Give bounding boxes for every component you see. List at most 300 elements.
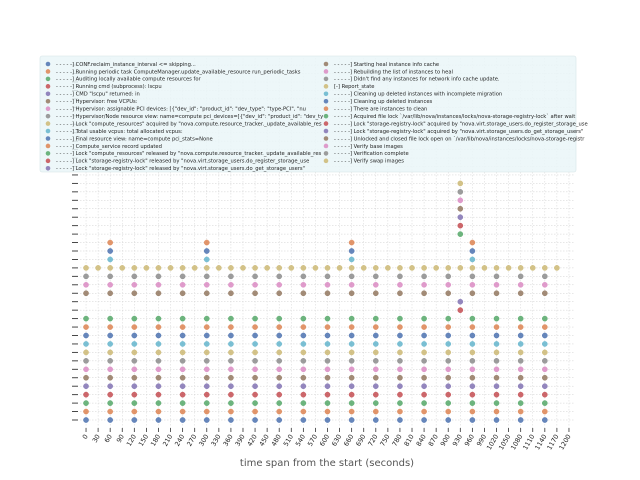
data-point xyxy=(132,265,137,270)
data-point xyxy=(301,375,306,380)
data-point xyxy=(108,384,113,389)
x-tick-label: 30 xyxy=(90,433,102,445)
data-point xyxy=(301,341,306,346)
data-point xyxy=(494,409,499,414)
data-point xyxy=(494,367,499,372)
data-point xyxy=(470,401,475,406)
data-point xyxy=(542,350,547,355)
data-point xyxy=(83,333,88,338)
x-tick-label: 240 xyxy=(173,433,187,448)
data-point xyxy=(470,324,475,329)
data-point xyxy=(446,291,451,296)
data-point xyxy=(180,409,185,414)
x-tick-label: 0 xyxy=(80,433,90,441)
data-point xyxy=(132,409,137,414)
x-tick-label: 660 xyxy=(342,433,356,448)
data-point xyxy=(494,324,499,329)
data-point xyxy=(228,358,233,363)
data-point xyxy=(180,316,185,321)
data-point xyxy=(349,316,354,321)
data-point xyxy=(518,316,523,321)
data-point xyxy=(325,282,330,287)
data-point xyxy=(397,282,402,287)
data-point xyxy=(349,324,354,329)
data-point xyxy=(373,316,378,321)
data-point xyxy=(204,367,209,372)
data-point xyxy=(325,384,330,389)
data-point xyxy=(277,291,282,296)
data-point xyxy=(373,341,378,346)
legend-marker xyxy=(46,84,51,89)
x-tick-label: 1110 xyxy=(521,433,537,452)
data-point xyxy=(204,341,209,346)
data-point xyxy=(325,291,330,296)
data-point xyxy=(277,358,282,363)
data-point xyxy=(144,265,149,270)
data-point xyxy=(349,384,354,389)
x-tick-label: 300 xyxy=(197,433,211,448)
data-point xyxy=(252,417,257,422)
data-point xyxy=(252,282,257,287)
data-point xyxy=(446,265,451,270)
data-point xyxy=(204,257,209,262)
data-point xyxy=(349,265,354,270)
data-point xyxy=(421,341,426,346)
data-point xyxy=(108,265,113,270)
data-point xyxy=(470,392,475,397)
data-point xyxy=(349,417,354,422)
data-point xyxy=(446,324,451,329)
data-point xyxy=(446,367,451,372)
data-point xyxy=(192,265,197,270)
data-point xyxy=(228,350,233,355)
data-point xyxy=(325,316,330,321)
data-point xyxy=(204,282,209,287)
x-tick-label: 750 xyxy=(378,433,392,448)
data-point xyxy=(108,248,113,253)
data-point xyxy=(421,274,426,279)
x-tick-label: 510 xyxy=(281,433,296,448)
data-point xyxy=(180,375,185,380)
legend-entry-label: - - - - -] Lock "storage-registry-lock" acquired by "nova.virt.storage_users.do_get_storage_users" xyxy=(334,128,584,135)
x-tick-label: 990 xyxy=(475,433,489,448)
data-point xyxy=(228,409,233,414)
data-point xyxy=(277,316,282,321)
legend-entry-label: - - - - -] Lock "compute_resources" acquired by "nova.compute.resource_tracker._update_available_res xyxy=(56,121,322,128)
data-point xyxy=(325,324,330,329)
data-point xyxy=(83,417,88,422)
data-point xyxy=(518,291,523,296)
data-point xyxy=(204,291,209,296)
data-point xyxy=(494,333,499,338)
data-point xyxy=(277,341,282,346)
legend-marker xyxy=(324,77,329,82)
data-point xyxy=(108,358,113,363)
x-tick-label: 120 xyxy=(124,433,139,448)
data-point xyxy=(277,274,282,279)
x-tick-label: 180 xyxy=(149,433,163,448)
data-point xyxy=(156,392,161,397)
data-point xyxy=(542,274,547,279)
data-point xyxy=(373,333,378,338)
legend-marker xyxy=(46,121,51,126)
x-tick-label: 630 xyxy=(330,433,344,448)
data-point xyxy=(470,257,475,262)
data-point xyxy=(458,189,463,194)
data-point xyxy=(108,324,113,329)
data-point xyxy=(132,316,137,321)
data-point xyxy=(204,248,209,253)
legend-entry-label: - - - - -] Rebuilding the list of instances to heal xyxy=(334,69,453,76)
data-point xyxy=(470,274,475,279)
data-point xyxy=(156,358,161,363)
data-point xyxy=(518,417,523,422)
x-tick-label: 1200 xyxy=(557,433,573,452)
data-point xyxy=(132,384,137,389)
data-point xyxy=(373,358,378,363)
data-point xyxy=(397,384,402,389)
legend-marker xyxy=(324,136,329,141)
data-point xyxy=(470,240,475,245)
data-point xyxy=(228,375,233,380)
data-point xyxy=(349,341,354,346)
x-tick-label: 210 xyxy=(161,433,175,448)
data-point xyxy=(458,198,463,203)
data-point xyxy=(542,265,547,270)
data-point xyxy=(421,282,426,287)
data-point xyxy=(470,409,475,414)
data-point xyxy=(349,333,354,338)
data-point xyxy=(518,392,523,397)
data-point xyxy=(301,291,306,296)
data-point xyxy=(83,409,88,414)
data-point xyxy=(252,341,257,346)
data-point xyxy=(458,308,463,313)
data-point xyxy=(421,417,426,422)
data-point xyxy=(542,341,547,346)
data-point xyxy=(228,384,233,389)
data-point xyxy=(204,375,209,380)
data-point xyxy=(518,324,523,329)
x-tick-label: 600 xyxy=(318,433,332,448)
data-point xyxy=(83,341,88,346)
data-point xyxy=(542,417,547,422)
data-point xyxy=(168,265,173,270)
legend-marker xyxy=(46,62,51,67)
data-point xyxy=(409,265,414,270)
data-point xyxy=(180,367,185,372)
legend-entry-label: - - - - -] Starting heal instance info cache xyxy=(334,61,440,68)
legend-entry-label: [-] Report_state xyxy=(334,84,375,91)
data-point xyxy=(542,358,547,363)
legend-marker xyxy=(46,136,51,141)
data-point xyxy=(156,417,161,422)
data-point xyxy=(518,401,523,406)
data-point xyxy=(470,316,475,321)
data-point xyxy=(349,358,354,363)
legend-marker xyxy=(324,121,329,126)
data-point xyxy=(494,316,499,321)
x-tick-label: 570 xyxy=(306,433,320,448)
data-point xyxy=(325,333,330,338)
data-point xyxy=(542,324,547,329)
data-point xyxy=(228,401,233,406)
data-point xyxy=(132,324,137,329)
data-point xyxy=(265,265,270,270)
data-point xyxy=(204,384,209,389)
data-point xyxy=(83,316,88,321)
data-point xyxy=(108,409,113,414)
data-point xyxy=(470,417,475,422)
data-point xyxy=(349,367,354,372)
legend-marker xyxy=(324,62,329,67)
data-point xyxy=(156,409,161,414)
data-point xyxy=(542,333,547,338)
data-point xyxy=(373,384,378,389)
data-point xyxy=(204,274,209,279)
data-point xyxy=(349,248,354,253)
data-point xyxy=(108,375,113,380)
data-point xyxy=(325,401,330,406)
data-point xyxy=(470,367,475,372)
data-point xyxy=(421,375,426,380)
data-point xyxy=(108,257,113,262)
data-point xyxy=(96,265,101,270)
x-tick-label: 690 xyxy=(354,433,368,448)
data-point xyxy=(108,417,113,422)
data-point xyxy=(252,350,257,355)
data-point xyxy=(180,417,185,422)
data-point xyxy=(421,350,426,355)
data-point xyxy=(277,392,282,397)
data-point xyxy=(301,384,306,389)
x-axis-title: time span from the start (seconds) xyxy=(239,458,415,469)
data-point xyxy=(228,316,233,321)
x-tick-label: 870 xyxy=(426,433,440,448)
data-point xyxy=(518,375,523,380)
data-point xyxy=(180,274,185,279)
data-point xyxy=(228,282,233,287)
data-point xyxy=(277,265,282,270)
data-point xyxy=(277,375,282,380)
data-point xyxy=(252,384,257,389)
data-point xyxy=(180,392,185,397)
data-point xyxy=(385,265,390,270)
data-point xyxy=(204,316,209,321)
data-point xyxy=(506,265,511,270)
data-point xyxy=(373,392,378,397)
data-point xyxy=(228,324,233,329)
legend-entry-label: - - - - -] Verify swap images xyxy=(334,158,404,165)
data-point xyxy=(301,392,306,397)
data-point xyxy=(349,409,354,414)
data-point xyxy=(518,341,523,346)
legend-marker xyxy=(46,129,51,134)
legend-marker xyxy=(324,129,329,134)
legend-marker xyxy=(46,92,51,97)
data-point xyxy=(83,358,88,363)
data-point xyxy=(373,265,378,270)
data-point xyxy=(446,417,451,422)
data-point xyxy=(108,341,113,346)
x-tick-label: 150 xyxy=(136,433,151,448)
data-point xyxy=(446,392,451,397)
data-point xyxy=(494,341,499,346)
data-point xyxy=(277,384,282,389)
data-point xyxy=(252,392,257,397)
data-point xyxy=(228,392,233,397)
data-point xyxy=(277,401,282,406)
legend-marker xyxy=(46,114,51,119)
data-point xyxy=(446,341,451,346)
data-point xyxy=(83,282,88,287)
data-point xyxy=(325,341,330,346)
data-point xyxy=(470,350,475,355)
data-point xyxy=(446,409,451,414)
data-point xyxy=(373,324,378,329)
data-point xyxy=(252,291,257,296)
data-point xyxy=(518,282,523,287)
data-point xyxy=(373,274,378,279)
data-point xyxy=(494,350,499,355)
x-tick-label: 90 xyxy=(114,433,126,445)
data-point xyxy=(277,333,282,338)
data-point xyxy=(494,401,499,406)
legend-marker xyxy=(324,69,329,74)
data-point xyxy=(470,384,475,389)
data-point xyxy=(204,417,209,422)
legend-entry-label: - - - - -] Lock "storage-registry-lock" released by "nova.virt.storage_users.do_get_storage_users" xyxy=(56,166,306,173)
data-point xyxy=(434,265,439,270)
data-point xyxy=(132,367,137,372)
data-point xyxy=(120,265,125,270)
data-point xyxy=(397,316,402,321)
data-point xyxy=(132,291,137,296)
data-point xyxy=(518,274,523,279)
data-point xyxy=(518,384,523,389)
data-point xyxy=(470,341,475,346)
legend-entry-label: - - - - -] Acquired file lock `/var/lib/nova/instances/locks/nova-storage-registry-lock` after wait xyxy=(334,113,576,120)
x-tick-label: 720 xyxy=(366,433,380,448)
data-point xyxy=(494,291,499,296)
data-point xyxy=(83,401,88,406)
data-point xyxy=(470,291,475,296)
data-point xyxy=(421,358,426,363)
data-point xyxy=(542,367,547,372)
data-point xyxy=(325,358,330,363)
data-point xyxy=(373,367,378,372)
data-point xyxy=(470,333,475,338)
x-tick-label: 450 xyxy=(257,433,271,448)
data-point xyxy=(494,384,499,389)
data-point xyxy=(494,417,499,422)
data-point xyxy=(518,333,523,338)
data-point xyxy=(421,409,426,414)
data-point xyxy=(277,409,282,414)
data-point xyxy=(180,333,185,338)
data-point xyxy=(83,375,88,380)
data-point xyxy=(204,401,209,406)
data-point xyxy=(458,215,463,220)
data-point xyxy=(470,375,475,380)
data-point xyxy=(542,282,547,287)
data-point xyxy=(180,282,185,287)
data-point xyxy=(180,265,185,270)
legend-marker xyxy=(324,151,329,156)
data-point xyxy=(156,324,161,329)
data-point xyxy=(397,265,402,270)
data-point xyxy=(83,324,88,329)
data-point xyxy=(108,274,113,279)
data-point xyxy=(156,384,161,389)
data-point xyxy=(397,333,402,338)
legend-entry-label: - - - - -] Hypervisor: assignable PCI devices: [{"dev_id": "product_id": "dev_type": "type-PCI", "nu xyxy=(56,106,306,113)
data-point xyxy=(349,375,354,380)
data-point xyxy=(325,417,330,422)
data-point xyxy=(482,265,487,270)
data-point xyxy=(156,341,161,346)
data-point xyxy=(132,341,137,346)
data-point xyxy=(542,316,547,321)
data-point xyxy=(397,350,402,355)
legend-entry-label: - - - - -] Lock "storage-registry-lock" acquired by "nova.virt.storage_users.do_register_storage_use xyxy=(334,121,588,128)
data-point xyxy=(204,409,209,414)
data-point xyxy=(132,333,137,338)
data-point xyxy=(518,265,523,270)
legend-entry-label: - - - - -] Didn't find any instances for network info cache update. xyxy=(334,76,500,83)
data-point xyxy=(397,417,402,422)
data-point xyxy=(252,367,257,372)
x-tick-label: 420 xyxy=(245,433,259,448)
legend-entry-label: - - - - -] Lock "storage-registry-lock" released by "nova.virt.storage_users.do_register_storage_use xyxy=(56,158,310,165)
legend-entry-label: - - - - -] Lock "compute_resources" released by "nova.compute.resource_tracker._update_available_res xyxy=(56,151,322,158)
data-point xyxy=(301,401,306,406)
data-point xyxy=(446,358,451,363)
data-point xyxy=(228,367,233,372)
data-point xyxy=(361,265,366,270)
data-point xyxy=(252,333,257,338)
data-point xyxy=(108,316,113,321)
data-point xyxy=(373,375,378,380)
data-point xyxy=(180,341,185,346)
data-point xyxy=(228,333,233,338)
legend xyxy=(40,56,588,172)
x-tick-label: 780 xyxy=(390,433,404,448)
data-point xyxy=(313,265,318,270)
legend-entry-label: - - - - -] Auditing locally available compute resources for xyxy=(56,76,201,83)
data-point xyxy=(542,384,547,389)
data-point xyxy=(108,333,113,338)
data-point xyxy=(240,265,245,270)
legend-marker xyxy=(46,144,51,149)
data-point xyxy=(180,324,185,329)
data-point xyxy=(204,358,209,363)
data-point xyxy=(421,291,426,296)
legend-marker xyxy=(324,84,329,89)
data-point xyxy=(458,181,463,186)
x-tick-label: 960 xyxy=(462,433,477,448)
data-point xyxy=(132,392,137,397)
data-point xyxy=(446,282,451,287)
data-point xyxy=(325,375,330,380)
data-point xyxy=(325,265,330,270)
data-point xyxy=(470,265,475,270)
data-point xyxy=(458,265,463,270)
data-point xyxy=(156,375,161,380)
legend-marker xyxy=(324,92,329,97)
data-point xyxy=(301,367,306,372)
data-point xyxy=(156,265,161,270)
